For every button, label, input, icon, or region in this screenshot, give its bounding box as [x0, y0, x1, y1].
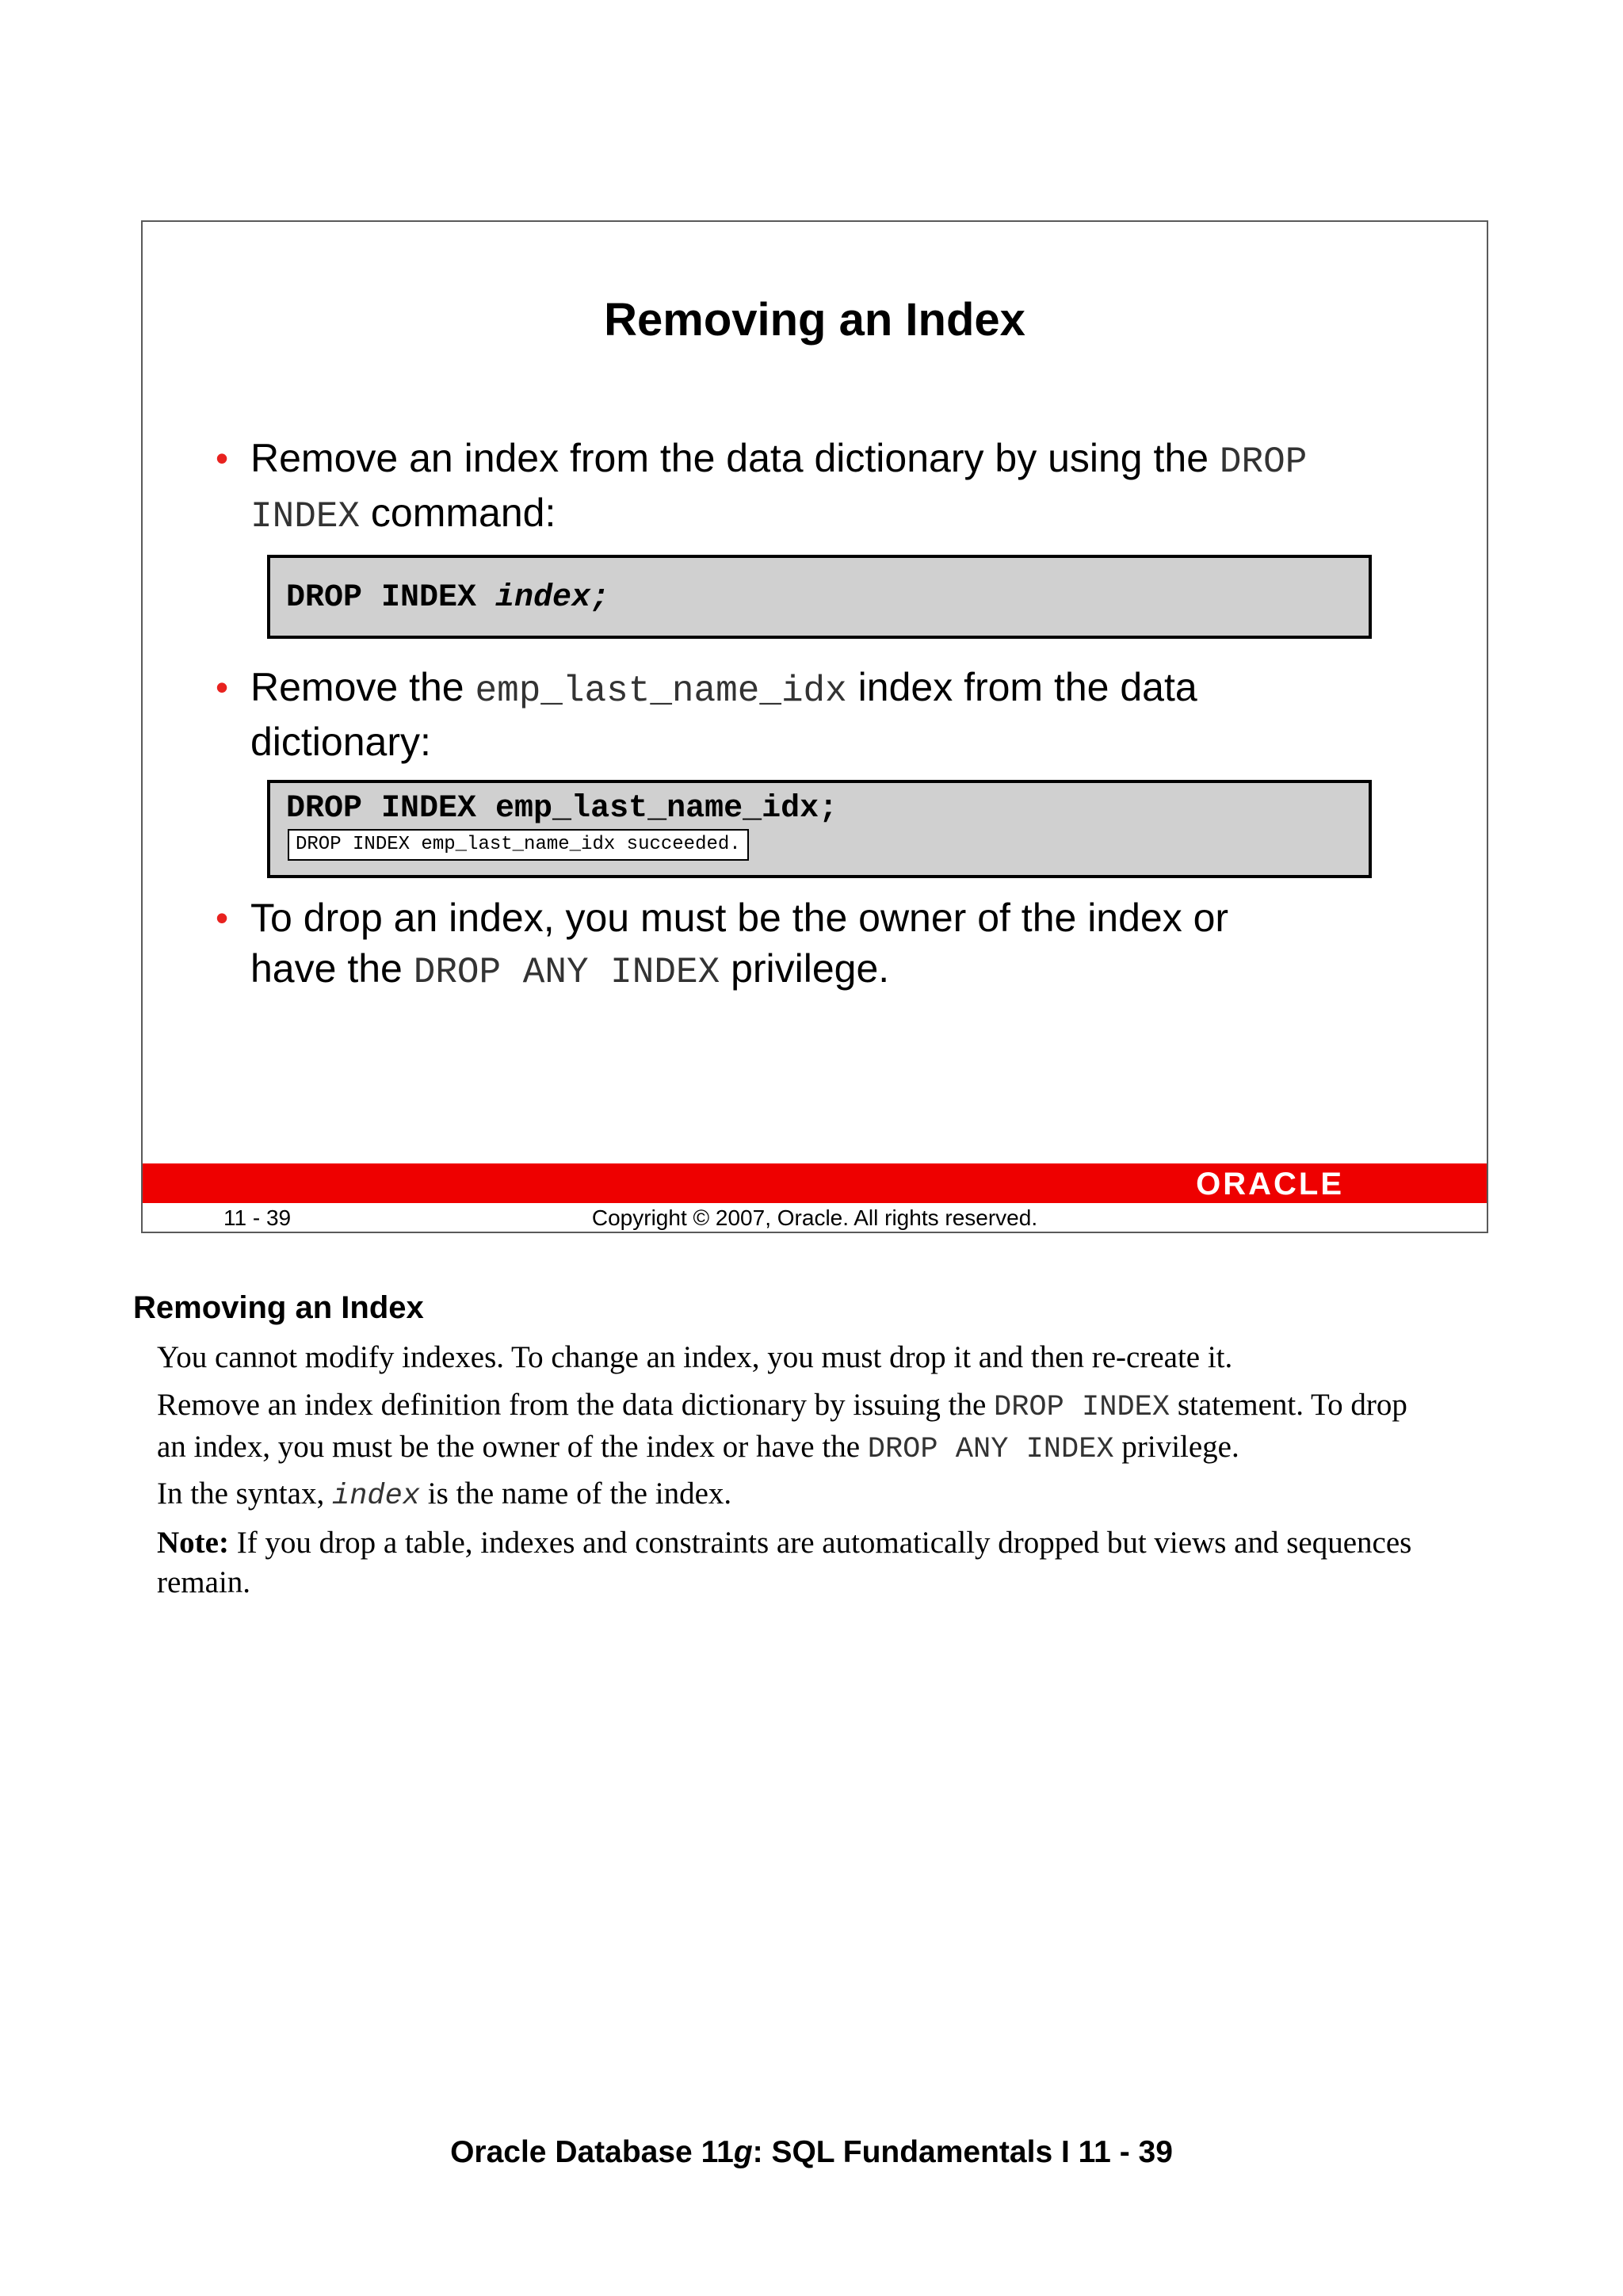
notes-p2-text-4: privilege.	[1113, 1430, 1239, 1464]
bullet-dot-icon: •	[216, 667, 229, 708]
footer-text-2: : SQL Fundamentals I 11 - 39	[752, 2135, 1173, 2169]
bullet-dot-icon: •	[216, 437, 229, 479]
slide-brand-bar	[143, 1163, 1487, 1203]
bullet-2-text-2: index from the data	[846, 665, 1197, 709]
notes-paragraph-4	[157, 1523, 1504, 1603]
slide-title: Removing an Index	[604, 294, 1025, 346]
bullet-2-text-3: dictionary:	[250, 720, 431, 764]
bullet-1-text: Remove an index from the data dictionary by using the	[250, 436, 1220, 480]
oracle-logo: ORACLE	[1196, 1167, 1344, 1201]
notes-p2-text: Remove an index definition from the data dictionary by issuing the	[157, 1388, 995, 1422]
notes-p3-text-2: is the name of the index.	[420, 1477, 732, 1511]
slide-number: 11 - 39	[223, 1205, 292, 1230]
notes-paragraph-3	[157, 1474, 1504, 1516]
notes-p2-text-3: an index, you must be the owner of the index or have the	[157, 1430, 868, 1464]
code-box-example	[267, 780, 1372, 878]
code-keyword: DROP INDEX	[286, 580, 496, 616]
bullet-2	[216, 662, 1400, 767]
code-syntax-line	[286, 580, 609, 616]
bullet-1-code-2: INDEX	[250, 496, 361, 537]
notes-paragraph-1: You cannot modify indexes. To change an index, you must drop it and then re-create it.	[157, 1340, 1233, 1374]
bullet-3-code: DROP ANY INDEX	[413, 952, 720, 993]
bullet-3-text: To drop an index, you must be the owner of the index or	[250, 896, 1229, 940]
result-message: DROP INDEX emp_last_name_idx succeeded.	[288, 829, 749, 861]
notes-note-label: Note:	[157, 1526, 229, 1560]
notes-p4-text: If you drop a table, indexes and constraints are automatically dropped but views and sequences	[228, 1526, 1412, 1560]
notes-p3-code: index	[331, 1480, 420, 1513]
bullet-2-text: Remove the	[250, 665, 475, 709]
page-footer	[0, 2135, 1623, 2170]
bullet-3	[216, 892, 1400, 998]
slide	[141, 220, 1488, 1233]
footer-text: Oracle Database 11	[450, 2135, 734, 2169]
notes-p4-text-2: remain.	[157, 1565, 251, 1599]
notes-p3-text: In the syntax,	[157, 1477, 332, 1511]
bullet-2-code: emp_last_name_idx	[475, 670, 847, 712]
code-argument: index;	[495, 580, 610, 616]
footer-italic: g	[733, 2135, 753, 2169]
notes-p2-code-2: DROP ANY INDEX	[867, 1433, 1114, 1466]
bullet-3-text-2: have the	[250, 946, 414, 991]
bullet-3-text-3: privilege.	[720, 946, 890, 991]
bullet-1-text-2: command:	[360, 491, 556, 535]
bullet-1	[216, 433, 1400, 542]
notes-p2-code: DROP INDEX	[994, 1391, 1170, 1424]
notes-p2-text-2: statement. To drop	[1170, 1388, 1407, 1422]
slide-copyright: Copyright © 2007, Oracle. All rights reserved.	[591, 1205, 1038, 1230]
bullet-1-code: DROP	[1219, 441, 1308, 483]
code-example-line: DROP INDEX emp_last_name_idx;	[286, 791, 838, 827]
notes-title: Removing an Index	[133, 1290, 424, 1325]
slide-footer	[143, 1203, 1487, 1233]
code-box-syntax	[267, 555, 1372, 639]
bullet-dot-icon: •	[216, 897, 229, 938]
notes-paragraph-2	[157, 1385, 1504, 1469]
